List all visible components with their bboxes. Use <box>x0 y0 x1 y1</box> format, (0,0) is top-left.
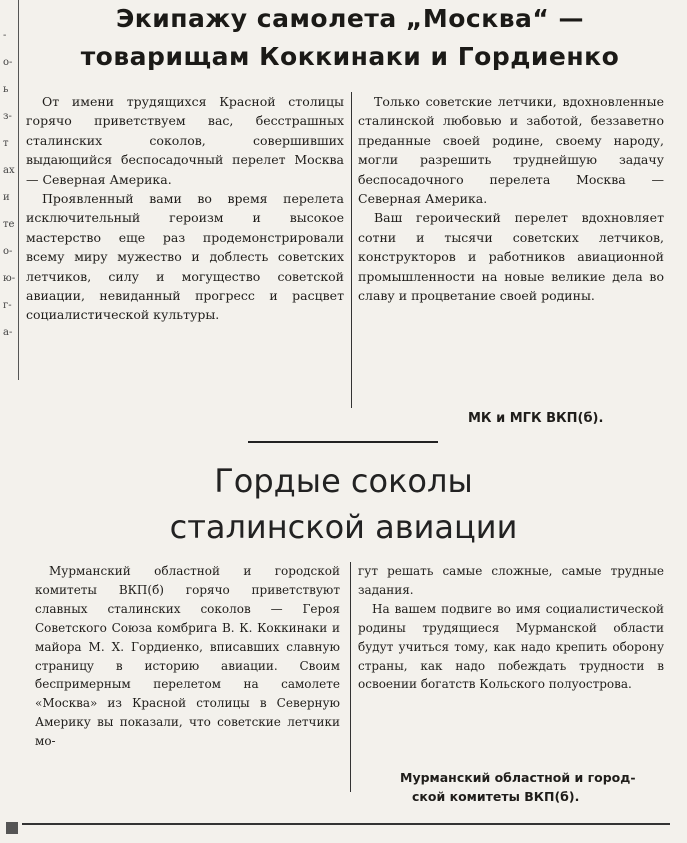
fragment-text: ю- <box>3 273 16 284</box>
bottom-rule <box>22 823 670 825</box>
fragment-text: ах <box>3 165 15 176</box>
article1-signature: МК и МГК ВКП(б). <box>468 411 604 426</box>
fragment-text: о- <box>3 246 13 257</box>
column-divider <box>351 92 352 408</box>
article1-left-paragraph: От имени трудящихся Красной столицы горячо приветствуем вас, бесстрашных сталинских соколов, совершивших выдающийся беспосадочный перелет Москва — Северная Америка. <box>26 94 344 187</box>
article2-title-line2: сталинской авиации <box>169 508 518 546</box>
article1-right-paragraph: Только советские летчики, вдохновленные сталинской любовью и заботой, беззаветно преданные своей родине, своему народу, могли разрешить труднейшую задачу беспосадочного перелета Москва — Северная Америка. <box>358 94 664 207</box>
fragment-text: - <box>3 30 7 41</box>
article2-left-paragraph: Мурманский областной и городской комитеты ВКП(б) горячо приветствуют славных сталинских соколов — Героя Советского Союза комбрига В. К. Коккинаки и майора М. Х. Гордиенко, вписавших славную страницу в историю авиации. Своим беспримерным перелетом на самолете «Москва» из Красной столицы в Северную Америку вы показали, что советские летчики мо- <box>35 564 340 749</box>
fragment-text: т <box>3 138 9 149</box>
article2-right-paragraph: На вашем подвиге во имя социалистической родины трудящиеся Мурманской области будут учиться тому, как надо крепить оборону страны, как надо побеждать трудности в освоении богатств Кольского полуострова. <box>358 601 664 692</box>
article1-right-paragraph: Ваш героический перелет вдохновляет сотни и тысячи советских летчиков, конструкторов и работников авиационной промышленности на новые великие дела во славу и процветание своей родины. <box>358 210 664 304</box>
article2-right-paragraph: гут решать самые сложные, самые трудные задания. <box>358 564 664 597</box>
article2-right-column <box>358 562 664 694</box>
fragment-text: г- <box>3 300 12 311</box>
fragment-text: з- <box>3 111 12 122</box>
fragment-text: те <box>3 219 15 230</box>
fragment-text: о- <box>3 57 13 68</box>
article2-title-line1: Гордые соколы <box>214 462 473 500</box>
article2-left-column <box>35 562 340 751</box>
article2-signature-line2: ской комитеты ВКП(б). <box>412 789 580 804</box>
article1-left-paragraph: Проявленный вами во время перелета исключительный героизм и высокое мастерство еще раз продемонстрировали всему миру мужество и доблесть советских летчиков, силу и могущество советской авиации, невиданный прогресс и расцвет социалистической культуры. <box>26 191 344 323</box>
section-separator <box>248 441 438 443</box>
scan-marker-icon <box>6 822 18 834</box>
adjacent-column-fragment <box>0 0 19 380</box>
article1-left-column <box>26 92 344 325</box>
fragment-text: ь <box>3 84 9 95</box>
column-divider <box>350 562 351 792</box>
article2-signature-line1: Мурманский областной и город- <box>400 770 636 785</box>
fragment-text: и <box>3 192 10 203</box>
fragment-text: а- <box>3 327 13 338</box>
article1-headline-line1: Экипажу самолета „Москва“ — <box>115 4 585 33</box>
article1-right-column <box>358 92 664 305</box>
article1-headline-line2: товарищам Коккинаки и Гордиенко <box>80 42 620 71</box>
